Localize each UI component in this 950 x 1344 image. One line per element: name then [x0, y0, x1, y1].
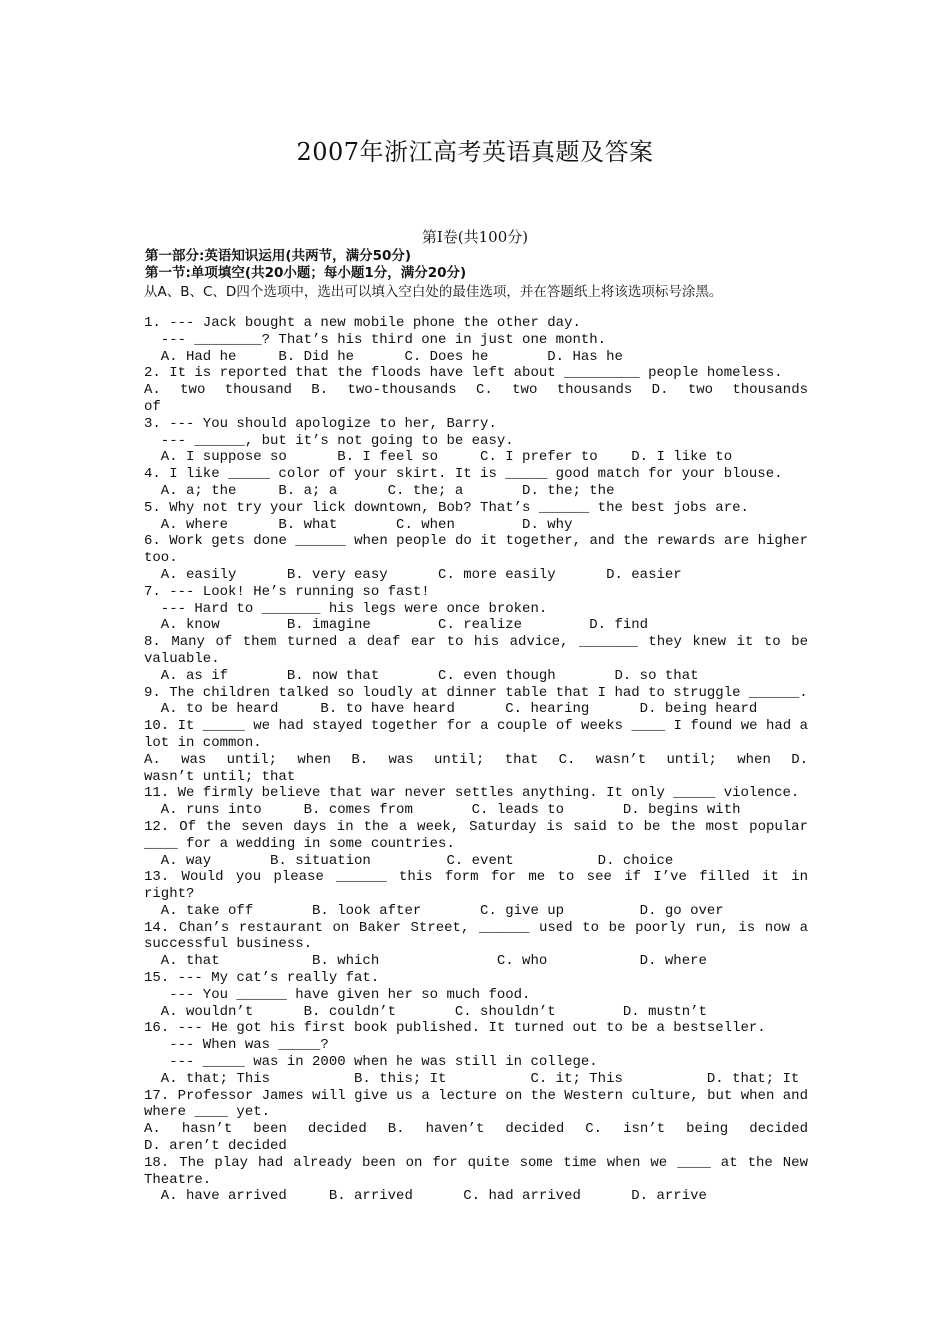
question-line: lot in common.	[144, 734, 262, 751]
question-line: 1. --- Jack bought a new mobile phone the other day.	[144, 315, 581, 331]
question-line: 6. Work gets done ______ when people do it together, and the rewards are higher	[144, 533, 808, 550]
question-line: right?	[144, 886, 195, 903]
question-line: A. where B. what C. when D. why	[144, 516, 573, 533]
question-line: A. take off B. look after C. give up D. go over	[144, 902, 724, 919]
question-line: A. two thousand B. two-thousands C. two thousands D. two thousands	[144, 382, 808, 399]
question-line: A. to be heard B. to have heard C. hearing D. being heard	[144, 701, 758, 718]
question-line: A. wouldn’t B. couldn’t C. shouldn’t D. mustn’t	[144, 1003, 707, 1020]
question-line: A. was until; when B. was until; that C. wasn’t until; when D.	[144, 751, 808, 768]
question-line: A. hasn’t been decided B. haven’t decided C. isn’t being decided	[144, 1121, 808, 1138]
question-line: 2. It is reported that the floods have left about _________ people homeless.	[144, 365, 783, 382]
question-line: 11. We firmly believe that war never settles anything. It only _____ violence.	[144, 785, 800, 802]
question-list	[144, 315, 808, 1205]
question-line: A. runs into B. comes from C. leads to D. begins with	[144, 802, 741, 819]
question-line: 4. I like _____ color of your skirt. It is _____ good match for your blouse.	[144, 466, 783, 483]
question-line: A. as if B. now that C. even though D. so that	[144, 667, 699, 684]
question-line: Theatre.	[144, 1171, 212, 1188]
question-line: A. I suppose so B. I feel so C. I prefer to D. I like to	[144, 449, 733, 466]
question-line: A. easily B. very easy C. more easily D. easier	[144, 566, 682, 583]
part-heading: 第一部分:英语知识运用(共两节，满分50分)	[145, 248, 412, 264]
question-line: A. Had he B. Did he C. Does he D. Has he	[144, 348, 623, 365]
question-line: wasn’t until; that	[144, 768, 296, 785]
question-line: 15. --- My cat’s really fat.	[144, 970, 380, 987]
question-line: 12. Of the seven days in the a week, Saturday is said to be the most popular	[144, 818, 808, 835]
question-line: A. know B. imagine C. realize D. find	[144, 617, 649, 634]
question-line: --- _____ was in 2000 when he was still in college.	[144, 1054, 598, 1071]
instruction-text: 从A、B、C、D四个选项中，选出可以填入空白处的最佳选项，并在答题纸上将该选项标号涂黑。	[144, 284, 723, 300]
question-line: 3. --- You should apologize to her, Barry.	[144, 415, 497, 432]
question-line: 14. Chan’s restaurant on Baker Street, ______ used to be poorly run, is now a	[144, 919, 808, 936]
question-line: 10. It _____ we had stayed together for a couple of weeks ____ I found we had a	[144, 718, 808, 735]
question-line: --- ______, but it’s not going to be easy.	[144, 432, 514, 449]
question-line: 5. Why not try your lick downtown, Bob? That’s ______ the best jobs are.	[144, 499, 749, 516]
question-line: too.	[144, 550, 178, 567]
question-line: valuable.	[144, 650, 220, 667]
question-line: D. aren’t decided	[144, 1138, 287, 1155]
question-line: A. way B. situation C. event D. choice	[144, 852, 674, 869]
question-line: where ____ yet.	[144, 1104, 271, 1121]
paper-subtitle: 第Ⅰ卷(共100分)	[421, 228, 529, 246]
question-line: successful business.	[144, 936, 313, 953]
question-line: 7. --- Look! He’s running so fast!	[144, 583, 430, 600]
question-line: 13. Would you please ______ this form for me to see if I’ve filled it in	[144, 869, 808, 886]
question-line: 18. The play had already been on for quite some time when we ____ at the New	[144, 1154, 808, 1171]
question-line: --- When was _____?	[144, 1037, 329, 1054]
question-line: A. a; the B. a; a C. the; a D. the; the	[144, 482, 615, 499]
question-line: --- You ______ have given her so much food.	[144, 986, 531, 1003]
question-line: 17. Professor James will give us a lecture on the Western culture, but when and	[144, 1087, 808, 1104]
question-line: 9. The children talked so loudly at dinner table that I had to struggle ______.	[144, 684, 808, 701]
question-line: --- ________? That’s his third one in just one month.	[144, 331, 607, 348]
question-line: --- Hard to _______ his legs were once broken.	[144, 600, 548, 617]
question-line: A. have arrived B. arrived C. had arrived D. arrive	[144, 1188, 707, 1205]
question-line: 8. Many of them turned a deaf ear to his advice, _______ they knew it to be	[144, 634, 808, 651]
page-title: 2007年浙江高考英语真题及答案	[296, 138, 654, 166]
question-line: ____ for a wedding in some countries.	[144, 835, 455, 852]
question-line: A. that B. which C. who D. where	[144, 953, 707, 970]
section-heading: 第一节:单项填空(共20小题；每小题1分，满分20分)	[145, 265, 467, 281]
question-line: A. that; This B. this; It C. it; This D. that; It	[144, 1070, 800, 1087]
question-line: of	[144, 398, 161, 415]
question-line: 16. --- He got his first book published. It turned out to be a bestseller.	[144, 1020, 766, 1037]
